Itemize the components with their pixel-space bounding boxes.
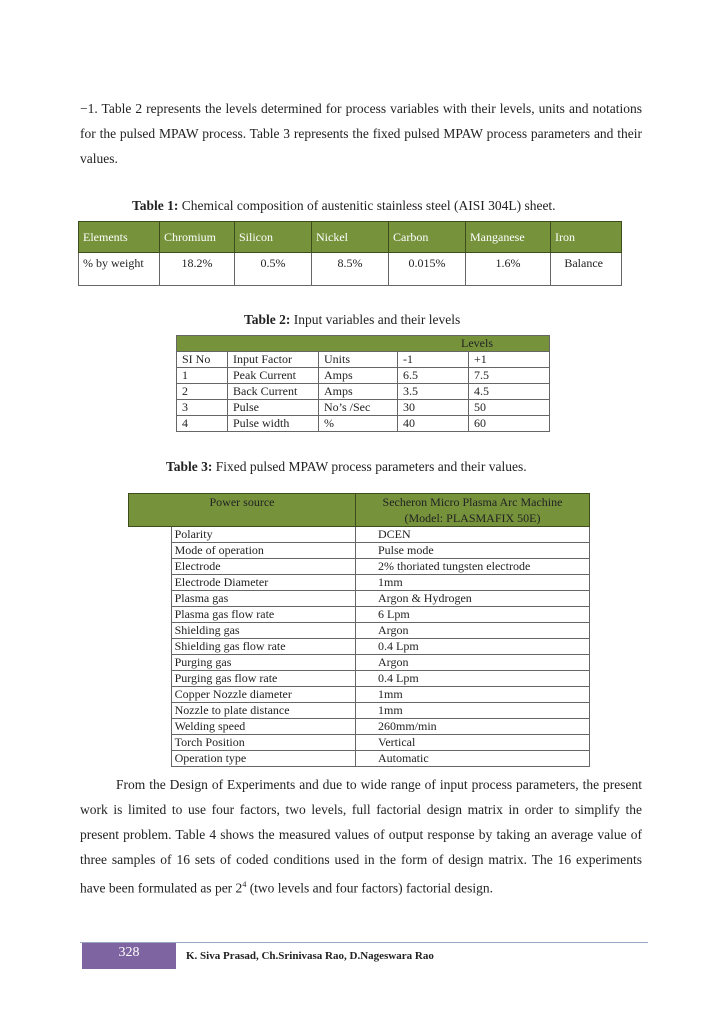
table2-cell: Peak Current bbox=[228, 368, 319, 384]
table-row bbox=[129, 703, 590, 719]
table-row bbox=[79, 253, 622, 286]
table-row bbox=[129, 687, 590, 703]
table2-cell: 30 bbox=[398, 400, 469, 416]
table3-value: Argon bbox=[356, 623, 590, 639]
table2 bbox=[176, 335, 550, 432]
table1-header-cell: Iron bbox=[551, 222, 622, 253]
body-paragraph-tail: (two levels and four factors) factorial design. bbox=[246, 880, 493, 896]
table3-header-right bbox=[356, 494, 590, 527]
table1-header-cell: Nickel bbox=[312, 222, 389, 253]
table2-cell: 3.5 bbox=[398, 384, 469, 400]
table1-header-row bbox=[79, 222, 622, 253]
table3-parameter: Shielding gas bbox=[171, 623, 355, 639]
table-row bbox=[177, 416, 550, 432]
table-row bbox=[177, 368, 550, 384]
table1-cell: % by weight bbox=[79, 253, 160, 286]
table1-header-cell: Carbon bbox=[389, 222, 466, 253]
table2-levels-header: Levels bbox=[177, 336, 550, 352]
table2-header-row bbox=[177, 352, 550, 368]
table2-levels-row bbox=[177, 336, 550, 352]
table3-indent bbox=[129, 591, 172, 607]
table3-value: Automatic bbox=[356, 751, 590, 767]
table2-cell: 2 bbox=[177, 384, 228, 400]
table1-cell: Balance bbox=[551, 253, 622, 286]
page-number: 328 bbox=[82, 943, 176, 969]
table3-value: 260mm/min bbox=[356, 719, 590, 735]
table3-header-left: Power source bbox=[129, 494, 356, 527]
body-paragraph-exponent: 4 bbox=[242, 880, 247, 889]
table2-header-cell: -1 bbox=[398, 352, 469, 368]
table-row bbox=[177, 400, 550, 416]
table3-indent bbox=[129, 687, 172, 703]
footer-authors: K. Siva Prasad, Ch.Srinivasa Rao, D.Nageswara Rao bbox=[186, 950, 434, 962]
table1-cell: 8.5% bbox=[312, 253, 389, 286]
table1 bbox=[78, 221, 622, 286]
table3-parameter: Copper Nozzle diameter bbox=[171, 687, 355, 703]
table1-header-cell: Silicon bbox=[235, 222, 312, 253]
table2-header-cell: +1 bbox=[469, 352, 550, 368]
table2-header-cell: SI No bbox=[177, 352, 228, 368]
table2-cell: Pulse bbox=[228, 400, 319, 416]
table3-value: 6 Lpm bbox=[356, 607, 590, 623]
table3-indent bbox=[129, 623, 172, 639]
table3-value: 1mm bbox=[356, 575, 590, 591]
table2-cell: % bbox=[319, 416, 398, 432]
table-row bbox=[129, 751, 590, 767]
table3-indent bbox=[129, 735, 172, 751]
table2-caption bbox=[244, 312, 460, 328]
table3-caption-text: Fixed pulsed MPAW process parameters and their values. bbox=[215, 459, 527, 474]
table-row bbox=[129, 559, 590, 575]
intro-paragraph: −1. Table 2 represents the levels determined for process variables with their levels, units and notations for the pulsed MPAW process. Table 3 represents the fixed pulsed MPAW process parameters and their values. bbox=[80, 101, 642, 166]
table3-header-right-line2: (Model: PLASMAFIX 50E) bbox=[404, 511, 541, 525]
table1-header-cell: Manganese bbox=[466, 222, 551, 253]
table1-cell: 0.015% bbox=[389, 253, 466, 286]
table1-cell: 0.5% bbox=[235, 253, 312, 286]
table3-value: 1mm bbox=[356, 687, 590, 703]
table3-indent bbox=[129, 575, 172, 591]
table3-indent bbox=[129, 751, 172, 767]
table-row bbox=[129, 735, 590, 751]
table-row bbox=[177, 384, 550, 400]
table2-header-cell: Units bbox=[319, 352, 398, 368]
table-row bbox=[129, 639, 590, 655]
table2-cell: 60 bbox=[469, 416, 550, 432]
table1-header-cell: Elements bbox=[79, 222, 160, 253]
body-paragraph bbox=[80, 772, 642, 901]
table3-value: Argon bbox=[356, 655, 590, 671]
table3-label: Table 3: bbox=[166, 459, 213, 474]
table3-indent bbox=[129, 703, 172, 719]
table2-cell: 1 bbox=[177, 368, 228, 384]
table2-cell: Amps bbox=[319, 384, 398, 400]
table2-header-cell: Input Factor bbox=[228, 352, 319, 368]
table-row bbox=[129, 623, 590, 639]
table3 bbox=[128, 493, 590, 767]
table-row bbox=[129, 543, 590, 559]
table1-cell: 18.2% bbox=[160, 253, 235, 286]
table1-caption-text: Chemical composition of austenitic stainless steel (AISI 304L) sheet. bbox=[181, 198, 556, 213]
table2-cell: 7.5 bbox=[469, 368, 550, 384]
table3-parameter: Welding speed bbox=[171, 719, 355, 735]
table3-header-right-line1: Secheron Micro Plasma Arc Machine bbox=[382, 495, 563, 509]
table-row bbox=[129, 671, 590, 687]
table1-header-cell: Chromium bbox=[160, 222, 235, 253]
table1-caption bbox=[132, 198, 556, 214]
table3-parameter: Operation type bbox=[171, 751, 355, 767]
table3-parameter: Purging gas bbox=[171, 655, 355, 671]
table2-cell: 4.5 bbox=[469, 384, 550, 400]
table2-cell: 4 bbox=[177, 416, 228, 432]
table3-value: 2% thoriated tungsten electrode bbox=[356, 559, 590, 575]
table1-cell: 1.6% bbox=[466, 253, 551, 286]
table3-parameter: Polarity bbox=[171, 527, 355, 543]
table3-indent bbox=[129, 559, 172, 575]
table3-caption bbox=[166, 459, 527, 475]
table3-indent bbox=[129, 719, 172, 735]
table2-cell: 6.5 bbox=[398, 368, 469, 384]
table3-parameter: Mode of operation bbox=[171, 543, 355, 559]
table3-indent bbox=[129, 639, 172, 655]
table3-parameter: Nozzle to plate distance bbox=[171, 703, 355, 719]
table3-indent bbox=[129, 543, 172, 559]
table3-value: Argon & Hydrogen bbox=[356, 591, 590, 607]
table3-indent bbox=[129, 655, 172, 671]
table3-value: Vertical bbox=[356, 735, 590, 751]
table2-cell: Back Current bbox=[228, 384, 319, 400]
table3-indent bbox=[129, 671, 172, 687]
table-row bbox=[129, 607, 590, 623]
table3-value: Pulse mode bbox=[356, 543, 590, 559]
table-row bbox=[129, 575, 590, 591]
table2-cell: 40 bbox=[398, 416, 469, 432]
table3-parameter: Shielding gas flow rate bbox=[171, 639, 355, 655]
table3-value: 1mm bbox=[356, 703, 590, 719]
table3-parameter: Plasma gas flow rate bbox=[171, 607, 355, 623]
table-row bbox=[129, 719, 590, 735]
table3-indent bbox=[129, 607, 172, 623]
table-row bbox=[129, 591, 590, 607]
table3-parameter: Electrode Diameter bbox=[171, 575, 355, 591]
table1-label: Table 1: bbox=[132, 198, 179, 213]
table3-value: 0.4 Lpm bbox=[356, 671, 590, 687]
table3-value: DCEN bbox=[356, 527, 590, 543]
table3-parameter: Purging gas flow rate bbox=[171, 671, 355, 687]
table-row bbox=[129, 527, 590, 543]
table2-caption-text: Input variables and their levels bbox=[293, 312, 461, 327]
table-row bbox=[129, 655, 590, 671]
table2-label: Table 2: bbox=[244, 312, 291, 327]
table2-cell: Pulse width bbox=[228, 416, 319, 432]
table3-value: 0.4 Lpm bbox=[356, 639, 590, 655]
table2-cell: 50 bbox=[469, 400, 550, 416]
table3-body bbox=[129, 527, 590, 767]
table3-parameter: Electrode bbox=[171, 559, 355, 575]
table2-cell: 3 bbox=[177, 400, 228, 416]
table2-cell: No’s /Sec bbox=[319, 400, 398, 416]
table3-parameter: Torch Position bbox=[171, 735, 355, 751]
table3-parameter: Plasma gas bbox=[171, 591, 355, 607]
table3-indent bbox=[129, 527, 172, 543]
body-paragraph-main: From the Design of Experiments and due to wide range of input process parameters, the present work is limited to use four factors, two levels, full factorial design matrix in order to simplify the present problem. Table 4 shows the measured values of output response by taking an average value of three samples of 16 sets of coded conditions used in the form of design matrix. The 16 experiments have been formulated as per 2 bbox=[80, 777, 642, 896]
table3-header-row bbox=[129, 494, 590, 527]
table2-cell: Amps bbox=[319, 368, 398, 384]
